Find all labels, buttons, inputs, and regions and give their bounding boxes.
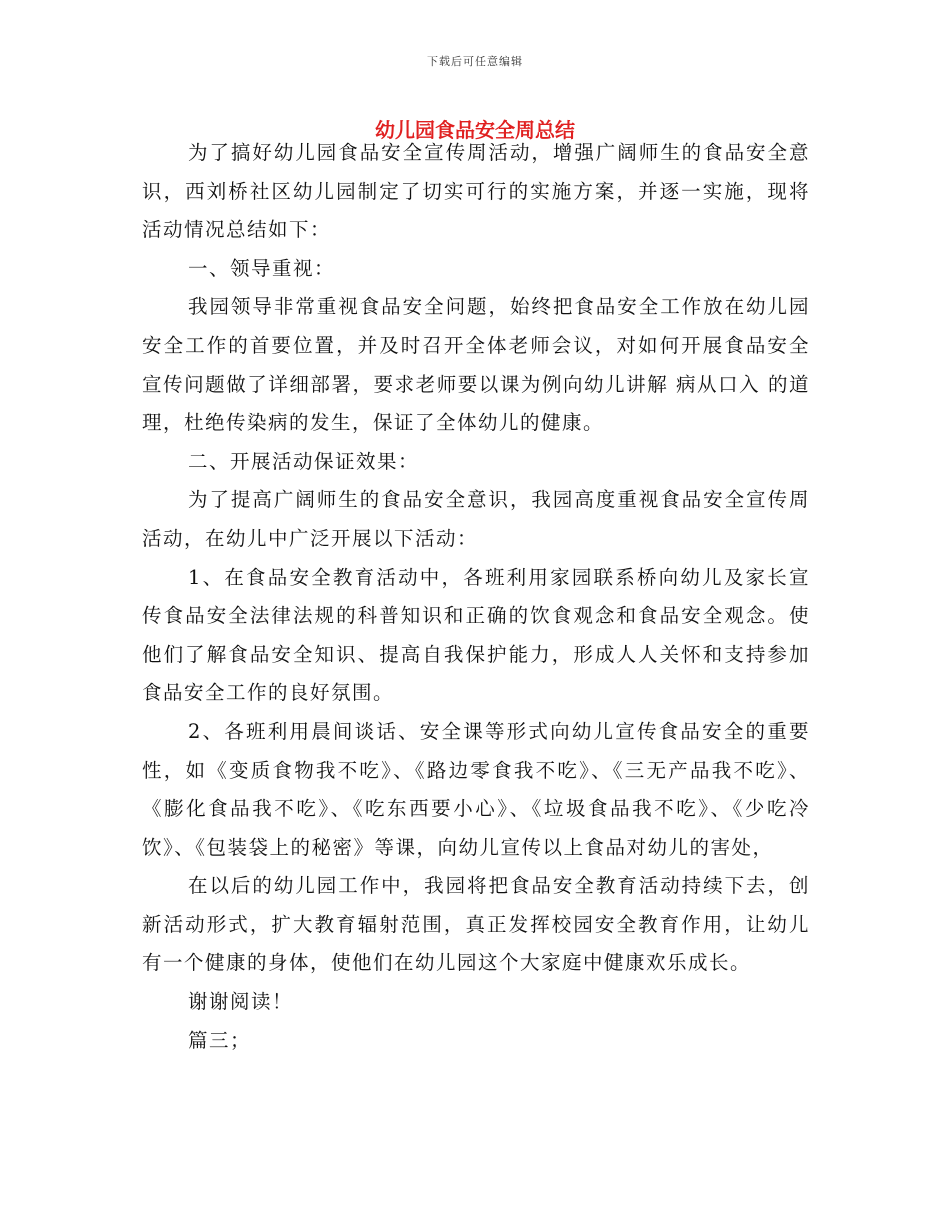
section-heading-leadership: 一、领导重视： (188, 256, 336, 280)
header-note: 下载后可任意编辑 (427, 55, 523, 68)
paragraph-activity-1: 1、在食品安全教育活动中，各班利用家园联系桥向幼儿及家长宣传食品安全法律法规的科普知识和正确的饮食观念和食品安全观念。使他们了解食品安全知识、提高自我保护能力，形成人人关怀和支持参加食品安全工作的良好氛围。 (142, 565, 810, 705)
paragraph-intro: 为了搞好幼儿园食品安全宣传周活动，增强广阔师生的食品安全意识，西刘桥社区幼儿园制定了切实可行的实施方案，并逐一实施，现将活动情况总结如下： (142, 141, 810, 242)
paragraph-activity-2: 2、各班利用晨间谈话、安全课等形式向幼儿宣传食品安全的重要性，如《变质食物我不吃》、《路边零食我不吃》、《三无产品我不吃》、《膨化食品我不吃》、《吃东西要小心》、《垃圾食品我不吃》、《少吃冷饮》、《包装袋上的秘密》等课，向幼儿宣传以上食品对幼儿的害处， (142, 719, 810, 859)
paragraph-section-three: 篇三； (188, 1028, 252, 1052)
document-body (142, 134, 810, 1060)
paragraph-thanks: 谢谢阅读！ (188, 990, 294, 1014)
section-heading-activities: 二、开展活动保证效果： (188, 449, 420, 473)
paragraph-leadership: 我园领导非常重视食品安全问题，始终把食品安全工作放在幼儿园安全工作的首要位置，并及时召开全体老师会议，对如何开展食品安全宣传问题做了详细部署，要求老师要以课为例向幼儿讲解 病从口入 的道理，杜绝传染病的发生，保证了全体幼儿的健康。 (142, 295, 810, 435)
paragraph-future: 在以后的幼儿园工作中，我园将把食品安全教育活动持续下去，创新活动形式，扩大教育辐射范围，真正发挥校园安全教育作用，让幼儿有一个健康的身体，使他们在幼儿园这个大家庭中健康欢乐成长。 (142, 874, 810, 975)
document-title: 幼儿园食品安全周总结 (375, 118, 575, 142)
paragraph-activities-intro: 为了提高广阔师生的食品安全意识，我园高度重视食品安全宣传周活动，在幼儿中广泛开展以下活动： (142, 488, 810, 550)
